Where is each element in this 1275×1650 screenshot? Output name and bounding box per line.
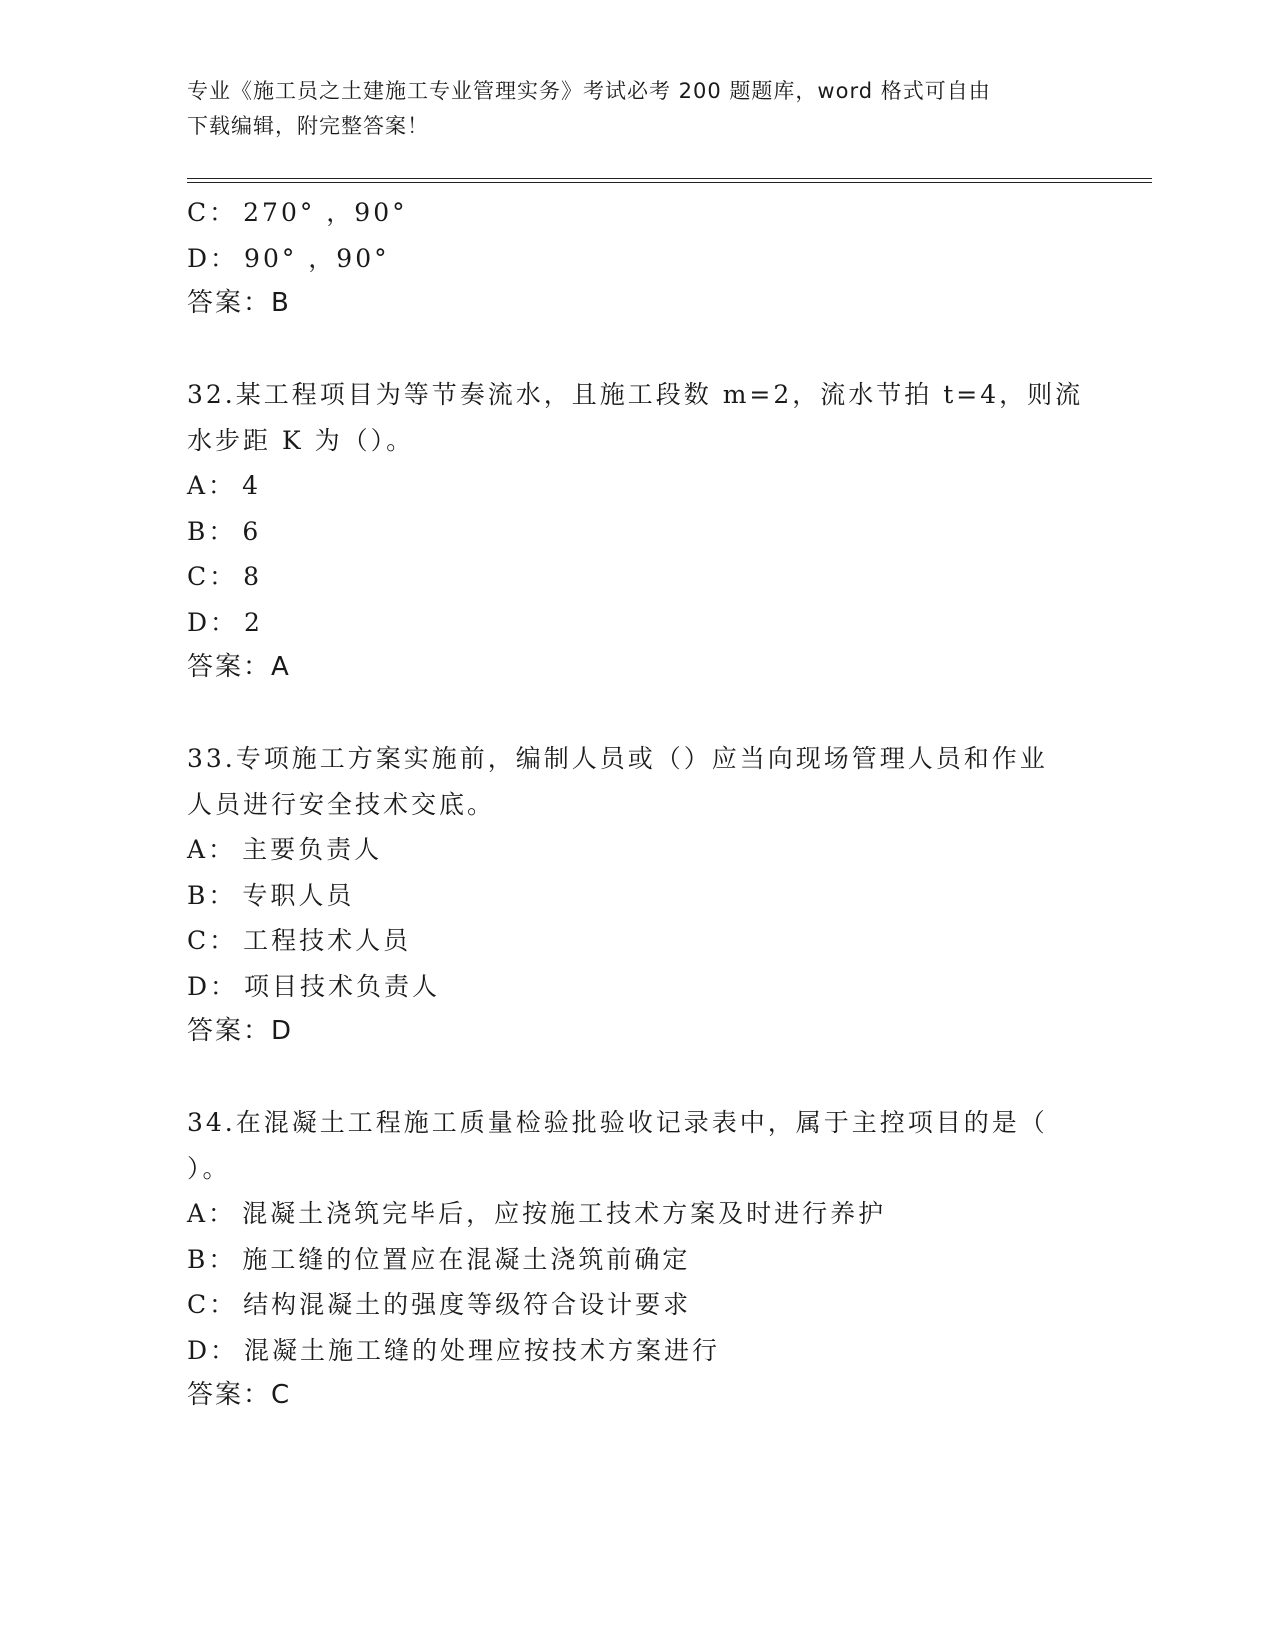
option-d <box>187 600 1087 646</box>
option-d <box>187 236 1087 282</box>
spacer <box>187 327 1087 373</box>
option-key: B： <box>187 880 237 910</box>
option-key: C： <box>187 926 238 955</box>
option-text: 4 <box>242 471 261 500</box>
option-text: 2 <box>244 607 263 637</box>
option-text: 项目技术负责人 <box>244 971 441 1001</box>
question-stem-line: 水步距 K 为（）。 <box>187 425 415 455</box>
question-stem-line: 33.专项施工方案实施前，编制人员或（）应当向现场管理人员和作业 <box>187 744 1048 773</box>
option-key: D： <box>187 243 239 273</box>
option-key: C： <box>187 1290 238 1319</box>
option-text: 270° ，90° <box>243 198 408 227</box>
option-text: 施工缝的位置应在混凝土浇筑前确定 <box>242 1244 691 1274</box>
option-c <box>187 554 1087 600</box>
option-b <box>187 873 1087 919</box>
option-key: C： <box>187 198 238 227</box>
option-b <box>187 1237 1087 1283</box>
option-text: 8 <box>243 562 263 591</box>
spacer <box>187 691 1087 737</box>
option-key: A： <box>187 471 237 500</box>
header-line-1: 专业《施工员之土建施工专业管理实务》考试必考 200 题题库，word 格式可自由 <box>187 79 991 103</box>
question-31-tail <box>187 190 1087 327</box>
option-b <box>187 509 1087 555</box>
option-a <box>187 463 1087 509</box>
document-header <box>187 74 1087 144</box>
spacer <box>187 1055 1087 1101</box>
option-key: A： <box>187 1199 237 1228</box>
option-text: 工程技术人员 <box>243 926 412 955</box>
option-c <box>187 190 1087 236</box>
option-c <box>187 1282 1087 1328</box>
option-text: 专职人员 <box>242 880 355 910</box>
question-33 <box>187 736 1087 1055</box>
option-a <box>187 827 1087 873</box>
option-key: B： <box>187 516 237 546</box>
answer-line: 答案：A <box>187 652 291 682</box>
question-stem-line: ）。 <box>187 1153 231 1183</box>
option-key: B： <box>187 1244 237 1274</box>
header-rule-bottom <box>187 182 1152 183</box>
question-32 <box>187 372 1087 691</box>
question-stem-line: 34.在混凝土工程施工质量检验批验收记录表中，属于主控项目的是（ <box>187 1108 1048 1137</box>
option-key: D： <box>187 1335 239 1365</box>
answer-line: 答案：D <box>187 1016 294 1046</box>
option-c <box>187 918 1087 964</box>
option-text: 混凝土施工缝的处理应按技术方案进行 <box>244 1335 721 1365</box>
answer-line: 答案：C <box>187 1380 292 1410</box>
question-stem-line: 32.某工程项目为等节奏流水，且施工段数 m=2，流水节拍 t=4，则流 <box>187 380 1084 409</box>
question-content <box>187 190 1087 1419</box>
option-key: A： <box>187 835 237 864</box>
header-line-2: 下载编辑，附完整答案！ <box>187 114 429 138</box>
answer-line: 答案：B <box>187 288 291 318</box>
option-text: 主要负责人 <box>242 835 383 864</box>
question-stem-line: 人员进行安全技术交底。 <box>187 789 496 819</box>
option-text: 6 <box>242 516 262 546</box>
header-rule-top <box>187 178 1152 179</box>
option-text: 结构混凝土的强度等级符合设计要求 <box>243 1290 692 1319</box>
question-34 <box>187 1100 1087 1419</box>
option-d <box>187 964 1087 1010</box>
option-d <box>187 1328 1087 1374</box>
option-key: D： <box>187 607 239 637</box>
option-text: 混凝土浇筑完毕后，应按施工技术方案及时进行养护 <box>242 1199 887 1228</box>
option-key: C： <box>187 562 238 591</box>
option-a <box>187 1191 1087 1237</box>
option-key: D： <box>187 971 239 1001</box>
option-text: 90° ，90° <box>244 243 390 273</box>
